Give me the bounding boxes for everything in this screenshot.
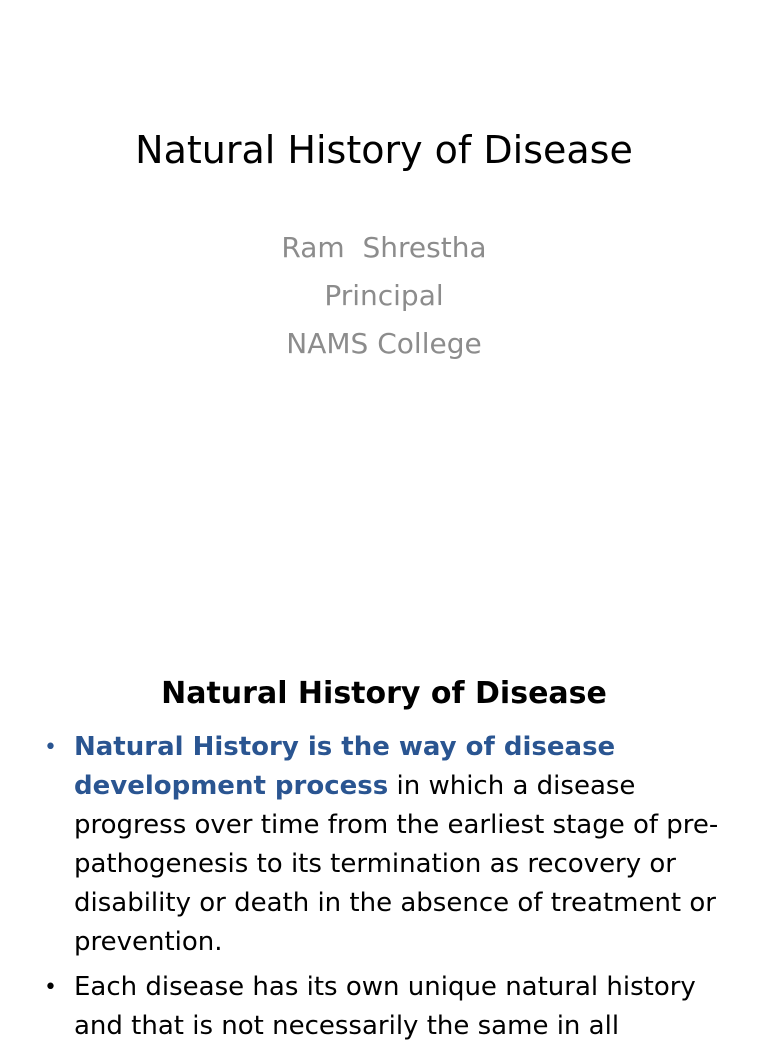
bullet-text: in which a disease progress over time from the earliest stage of pre-pathogenesis to its termination as recovery or disability or death in the absence of treatment or prevention. bbox=[74, 771, 719, 957]
author-name: Ram Shrestha bbox=[281, 231, 487, 264]
author-position: Principal bbox=[324, 279, 444, 312]
author-institution: NAMS College bbox=[286, 327, 482, 360]
bullet-item bbox=[40, 968, 730, 1046]
bullet-icon: • bbox=[44, 735, 57, 760]
slide-1-subtitle bbox=[0, 224, 768, 368]
bullet-text: Each disease has its own unique natural history and that is not necessarily the same in all bbox=[74, 972, 696, 1041]
slide-2[interactable] bbox=[0, 640, 768, 1041]
bullet-icon: • bbox=[44, 975, 57, 1000]
slide-2-title: Natural History of Disease bbox=[161, 676, 607, 711]
bullet-item bbox=[40, 728, 730, 962]
slide-1-title: Natural History of Disease bbox=[135, 128, 633, 172]
bullet-highlight: Natural History is the way of disease development process bbox=[74, 732, 616, 801]
bullet-list bbox=[40, 728, 730, 1052]
